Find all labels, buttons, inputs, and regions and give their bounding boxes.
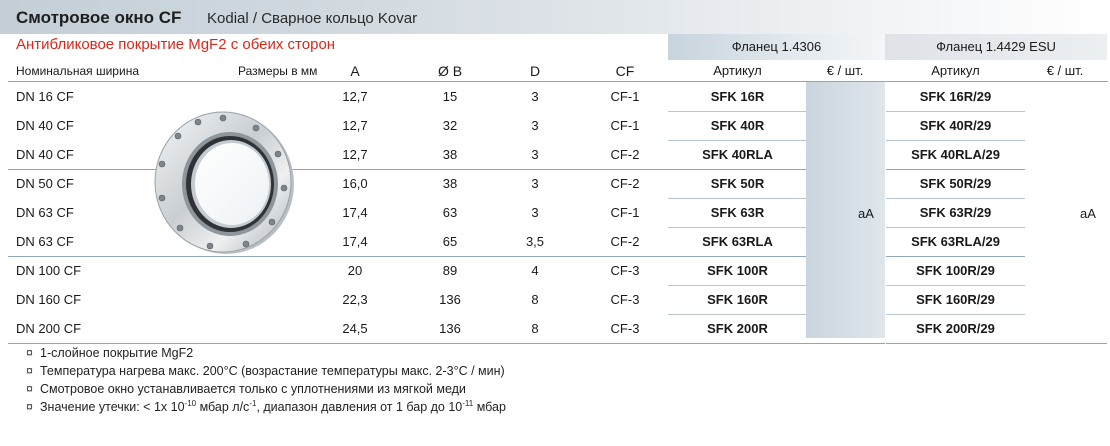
cell-nominal: DN 50 CF	[16, 176, 74, 191]
cell-article-left: SFK 40R	[710, 118, 765, 133]
header-dims: Размеры в мм	[238, 64, 318, 78]
cell-a: 17,4	[342, 234, 368, 249]
cell-nominal: DN 160 CF	[16, 292, 82, 307]
price-right: aA	[1080, 206, 1096, 221]
bullet-icon: ¤	[26, 364, 33, 378]
cell-d: 3	[531, 118, 539, 133]
cell-cf: CF-1	[610, 89, 640, 104]
cell-nominal: DN 16 CF	[16, 89, 74, 104]
cell-a: 22,3	[342, 292, 368, 307]
cell-b: 89	[442, 263, 458, 278]
cell-d: 3	[531, 176, 539, 191]
cell-nominal: DN 63 CF	[16, 234, 74, 249]
header-b: Ø B	[437, 63, 463, 79]
cell-nominal: DN 40 CF	[16, 147, 74, 162]
bullet-icon: ¤	[26, 346, 33, 360]
cell-b: 136	[439, 321, 461, 336]
cell-article-left: SFK 160R	[707, 292, 768, 307]
cell-d: 3,5	[525, 234, 545, 249]
cell-cf: CF-3	[610, 263, 640, 278]
cell-article-right: SFK 50R/29	[919, 176, 992, 191]
header-divider	[8, 81, 1108, 82]
row-divider-article-left	[668, 343, 806, 344]
header-cf: CF	[615, 63, 635, 79]
header-d: D	[529, 63, 541, 79]
cell-a: 12,7	[342, 118, 368, 133]
page-subtitle: Kodial / Сварное кольцо Kovar	[207, 10, 418, 27]
cell-a: 20	[347, 263, 363, 278]
header-price-left: € / шт.	[826, 63, 864, 78]
cell-a: 24,5	[342, 321, 368, 336]
cell-article-right: SFK 63RLA/29	[911, 234, 1000, 249]
cell-article-left: SFK 63RLA	[702, 234, 773, 249]
coating-note: Антибликовое покрытие MgF2 с обеих сторон	[16, 36, 336, 53]
cell-b: 32	[442, 118, 458, 133]
bullet-icon: ¤	[26, 382, 33, 396]
cell-a: 16,0	[342, 176, 368, 191]
cell-b: 63	[442, 205, 458, 220]
note-item: ¤ Значение утечки: < 1x $10^{-10}$ мбар $л/с^{-1}$, диапазон давления от 1 бар до $10^{-11}$ мбар	[26, 398, 506, 414]
cell-nominal: DN 200 CF	[16, 321, 82, 336]
header-article-right: Артикул	[931, 63, 980, 78]
cell-article-left: SFK 50R	[710, 176, 765, 191]
viewport-flange-image	[148, 108, 298, 258]
cell-b: 38	[442, 147, 458, 162]
row-divider-article-right	[886, 343, 1025, 344]
cell-cf: CF-3	[610, 321, 640, 336]
cell-d: 8	[531, 321, 539, 336]
price-left: aA	[858, 206, 874, 221]
notes-list	[26, 344, 506, 416]
cell-article-left: SFK 16R	[710, 89, 765, 104]
cell-article-right: SFK 16R/29	[919, 89, 992, 104]
cell-article-left: SFK 100R	[707, 263, 768, 278]
cell-cf: CF-1	[610, 205, 640, 220]
cell-d: 3	[531, 205, 539, 220]
cell-a: 12,7	[342, 89, 368, 104]
cell-a: 17,4	[342, 205, 368, 220]
cell-d: 4	[531, 263, 539, 278]
cell-cf: CF-2	[610, 147, 640, 162]
cell-d: 8	[531, 292, 539, 307]
cell-article-left: SFK 63R	[710, 205, 765, 220]
cell-b: 38	[442, 176, 458, 191]
cell-cf: CF-1	[610, 118, 640, 133]
cell-article-right: SFK 63R/29	[919, 205, 992, 220]
cell-nominal: DN 100 CF	[16, 263, 82, 278]
note-item: ¤ 1-слойное покрытие MgF2	[26, 346, 194, 360]
flange-header-right: Фланец 1.4429 ESU	[885, 34, 1107, 60]
cell-article-right: SFK 40R/29	[919, 118, 992, 133]
row-divider-price-right	[1025, 343, 1107, 344]
cell-b: 65	[442, 234, 458, 249]
cell-d: 3	[531, 89, 539, 104]
cell-article-left: SFK 200R	[707, 321, 768, 336]
cell-d: 3	[531, 147, 539, 162]
cell-b: 15	[442, 89, 458, 104]
cell-nominal: DN 40 CF	[16, 118, 74, 133]
cell-b: 136	[439, 292, 461, 307]
title-bar	[0, 0, 1110, 34]
header-nominal: Номинальная ширина	[16, 64, 139, 78]
flange-header-left: Фланец 1.4306	[668, 34, 885, 60]
cell-cf: CF-2	[610, 176, 640, 191]
page-title: Смотровое окно CF	[16, 8, 182, 27]
cell-a: 12,7	[342, 147, 368, 162]
cell-nominal: DN 63 CF	[16, 205, 74, 220]
cell-cf: CF-2	[610, 234, 640, 249]
header-a: A	[350, 63, 360, 79]
header-article-left: Артикул	[713, 63, 762, 78]
cell-article-right: SFK 200R/29	[916, 321, 995, 336]
note-item: ¤ Температура нагрева макс. 200°C (возрастание температуры макс. 2-3°C / мин)	[26, 364, 505, 378]
cell-cf: CF-3	[610, 292, 640, 307]
cell-article-left: SFK 40RLA	[702, 147, 773, 162]
note-item: ¤ Смотровое окно устанавливается только с уплотнениями из мягкой меди	[26, 382, 466, 396]
bullet-icon: ¤	[26, 400, 33, 414]
cell-article-right: SFK 160R/29	[916, 292, 995, 307]
row-divider-price-left	[806, 343, 885, 344]
cell-article-right: SFK 40RLA/29	[911, 147, 1000, 162]
cell-article-right: SFK 100R/29	[916, 263, 995, 278]
header-price-right: € / шт.	[1046, 63, 1084, 78]
